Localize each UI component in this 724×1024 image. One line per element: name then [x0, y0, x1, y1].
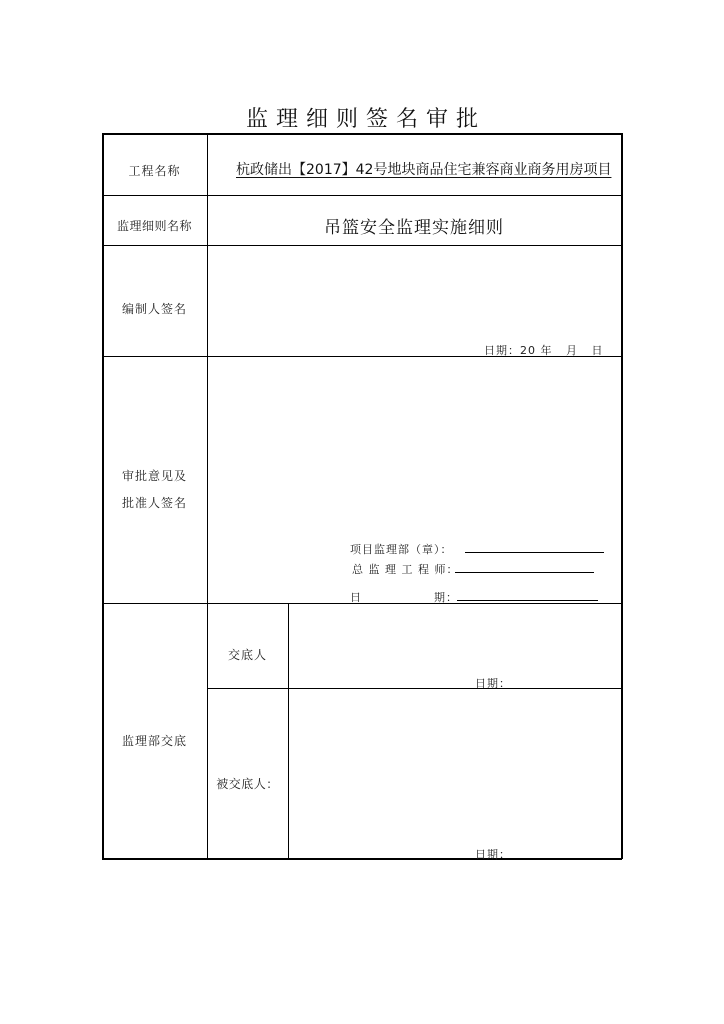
project-dept-seal-label: 项目监理部（章）：	[350, 543, 453, 556]
row-divider-2	[102, 245, 622, 246]
plan-name-value: 吊篮安全监理实施细则	[324, 218, 504, 238]
compiler-signature-label: 编制人签名	[121, 302, 187, 316]
handover-giver-date: 日期：	[475, 677, 511, 690]
table-border-right	[621, 133, 623, 859]
handover-inner-divider	[288, 603, 289, 858]
handover-row-divider	[207, 688, 622, 689]
compiler-date: 日期：20 年 月 日	[484, 344, 604, 357]
column-divider	[207, 133, 208, 859]
plan-name-label: 监理细则名称	[116, 219, 192, 233]
chief-engineer-line	[455, 572, 594, 573]
page-title: 监理细则签名审批	[245, 107, 486, 132]
project-name-label: 工程名称	[128, 164, 181, 178]
approval-date-line	[457, 600, 598, 601]
handover-label: 监理部交底	[121, 734, 187, 748]
handover-receiver-date: 日期：	[475, 848, 511, 861]
handover-giver-label: 交底人	[227, 648, 267, 662]
approval-label-line2: 批准人签名	[121, 496, 187, 510]
chief-engineer-label: 总 监 理 工 程 师：	[352, 563, 459, 576]
approval-date-label: 日 期：	[350, 591, 458, 604]
table-border-bottom	[102, 858, 622, 860]
project-name-value: 杭政储出【2017】42号地块商品住宅兼容商业商务用房项目	[236, 162, 612, 178]
approval-label-line1: 审批意见及	[121, 469, 187, 483]
row-divider-1	[102, 195, 622, 196]
project-dept-seal-line	[465, 552, 604, 553]
table-border-top	[102, 133, 622, 135]
handover-receiver-label: 被交底人：	[216, 777, 279, 791]
